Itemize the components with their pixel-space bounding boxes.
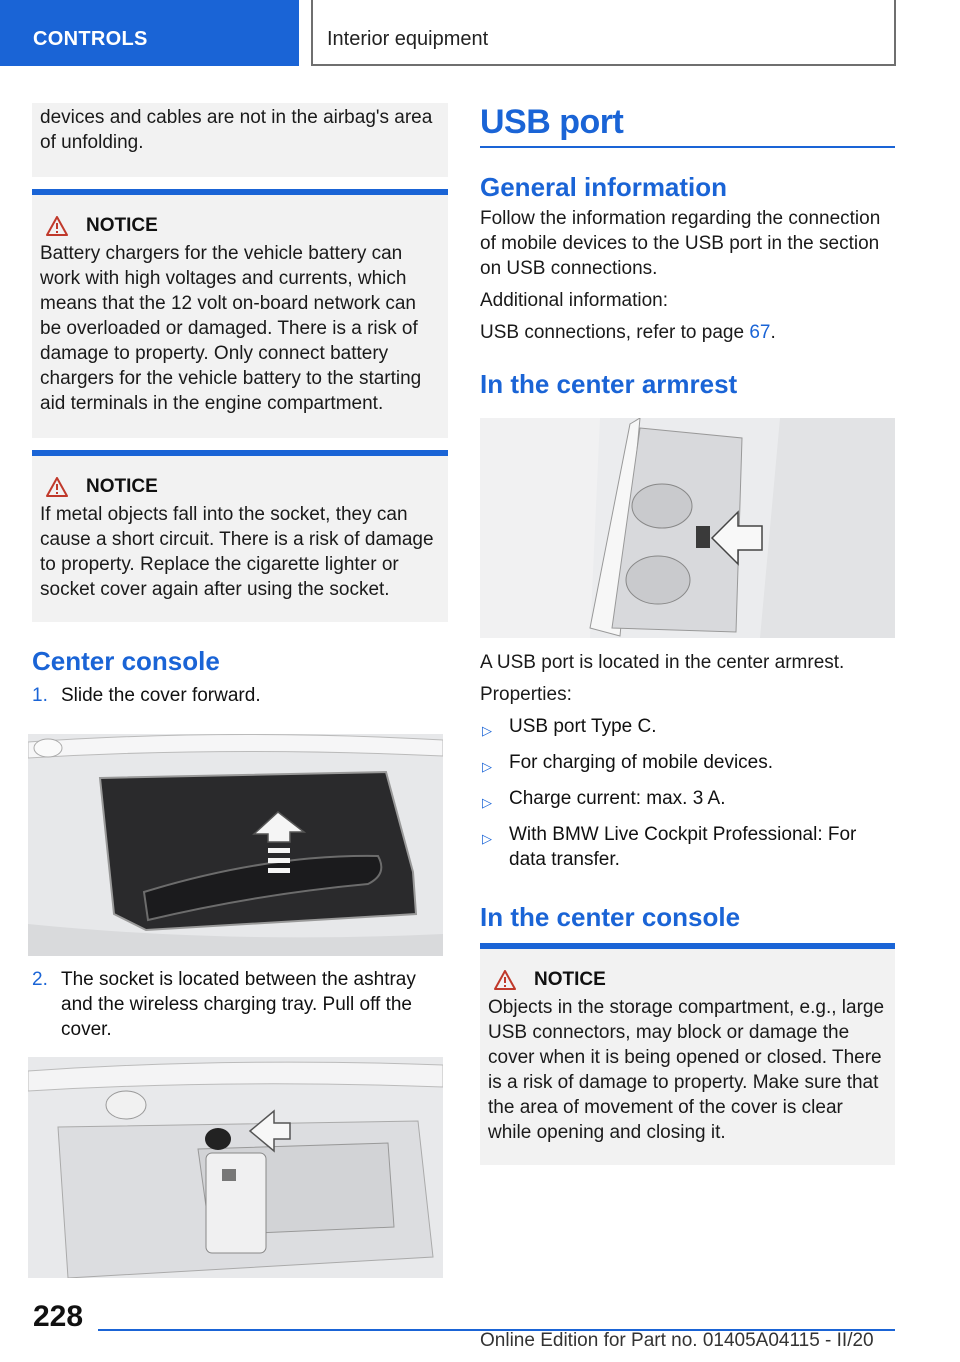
notice-heading (488, 969, 887, 991)
right-column (480, 103, 895, 400)
console-heading: In the center console (480, 902, 741, 932)
warning-continuation-text: devices and cables are not in the airbag's area of unfolding. (40, 107, 433, 153)
usb-reference-text: USB connections, refer to page (480, 322, 750, 343)
property-item (480, 714, 895, 743)
property-item (480, 822, 895, 872)
notice-heading (40, 476, 440, 498)
section-title: CONTROLS (33, 28, 148, 50)
additional-info-label: Additional information: (480, 290, 668, 311)
left-column (32, 103, 448, 708)
right-lower-column (480, 650, 895, 1165)
photo-console-socket (28, 1057, 443, 1278)
bullet-triangle-icon: ▷ (482, 795, 492, 810)
center-console-heading: Center console (32, 646, 220, 676)
bullet-triangle-icon: ▷ (482, 759, 492, 774)
armrest-heading: In the center armrest (480, 369, 738, 399)
usb-reference-suffix: . (770, 322, 776, 343)
page-number: 228 (33, 1300, 84, 1333)
usb-reference (480, 320, 895, 345)
properties-label: Properties: (480, 684, 572, 705)
step-text: The socket is located between the ashtray and the wireless charging tray. Pull off the cover. (61, 969, 416, 1040)
property-text: For charging of mobile devices. (509, 752, 774, 773)
bullet-triangle-icon: ▷ (482, 831, 492, 846)
notice-box-storage (480, 943, 895, 1165)
property-item (480, 786, 895, 815)
warning-triangle-icon (494, 970, 516, 990)
notice-box-socket (32, 450, 448, 622)
step-item (32, 683, 448, 708)
step-number: 1. (32, 685, 48, 706)
property-text: USB port Type C. (509, 716, 657, 737)
armrest-text: A USB port is located in the center armrest. (480, 652, 845, 673)
notice-text: If metal objects fall into the socket, they can cause a short circuit. There is a risk of damage to property. Replace the cigarette lighter or socket cover again after using the socket. (40, 504, 434, 600)
property-text: Charge current: max. 3 A. (509, 788, 726, 809)
warning-triangle-icon (46, 477, 68, 497)
photo-armrest-usb (480, 418, 895, 638)
property-item (480, 750, 895, 779)
edition-text: Online Edition for Part no. 01405A04115 - II/20 (480, 1330, 874, 1351)
step-item (32, 967, 448, 1042)
notice-title: NOTICE (86, 476, 158, 497)
warning-box-continuation (32, 103, 448, 177)
notice-heading (40, 215, 440, 237)
notice-box-battery (32, 189, 448, 438)
section-tab (0, 0, 299, 66)
notice-text: Battery chargers for the vehicle battery can work with high voltages and currents, which means that the 12 volt on-board network can be overloaded or damaged. There is a risk of damage to property. Only connect battery chargers for the vehicle battery to the starting aid terminals in the engine compartment. (40, 243, 422, 414)
page-link[interactable]: 67 (749, 322, 771, 343)
notice-title: NOTICE (534, 969, 606, 990)
page-section-title: USB port (480, 103, 624, 141)
warning-triangle-icon (46, 216, 68, 236)
general-info-heading: General information (480, 172, 728, 202)
step-text: Slide the cover forward. (61, 685, 261, 706)
left-step-2 (32, 967, 448, 1042)
notice-text: Objects in the storage compartment, e.g., large USB connectors, may block or damage the cover when it is being opened or closed. There is a risk of damage to property. Make sure that the area of movement of the cover is clear while opening and closing it. (488, 997, 885, 1143)
step-number: 2. (32, 969, 48, 990)
title-rule (480, 146, 895, 148)
property-text: With BMW Live Cockpit Professional: For data transfer. (509, 824, 857, 870)
general-info-text: Follow the information regarding the connection of mobile devices to the USB port in the section on USB connections. (480, 208, 881, 279)
chapter-tab (311, 0, 896, 66)
chapter-title: Interior equipment (327, 28, 489, 50)
bullet-triangle-icon: ▷ (482, 723, 492, 738)
notice-title: NOTICE (86, 215, 158, 236)
photo-console-cover (28, 734, 443, 956)
